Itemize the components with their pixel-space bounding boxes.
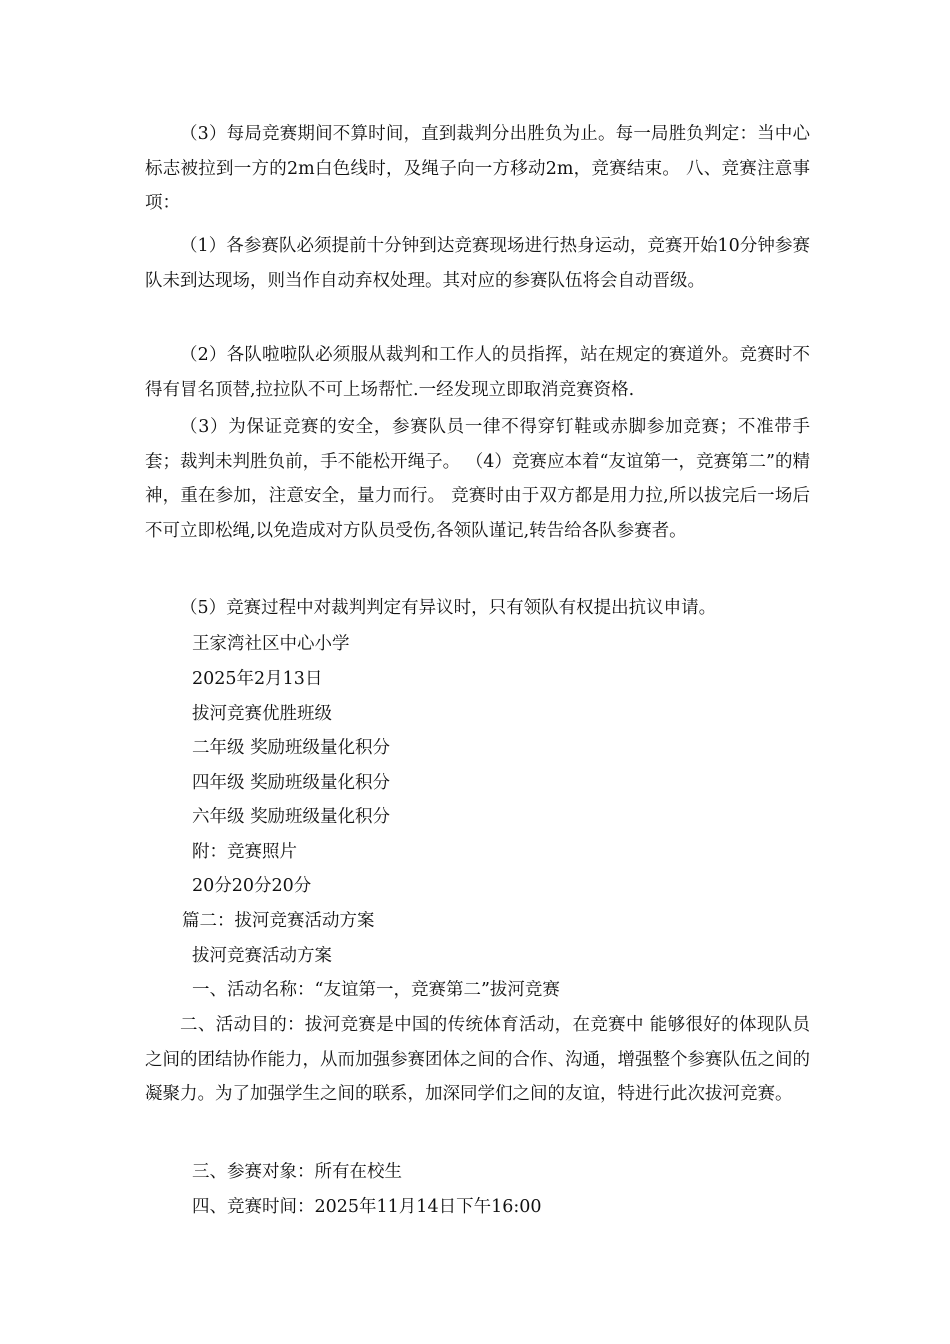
paragraph-note-2: （2）各队啦啦队必须服从裁判和工作人的员指挥，站在规定的赛道外。竞赛时不得有冒名顶替,拉拉队不可上场帮忙.一经发现立即取消竞赛资格.: [145, 345, 810, 400]
plan-activity-name: 一、活动名称：“友谊第一，竞赛第二”拔河竞赛: [192, 980, 560, 1000]
paragraph-note-5: （5）竞赛过程中对裁判判定有异议时，只有领队有权提出抗议申请。: [180, 598, 717, 618]
paragraph-note-3-4: （3）为保证竞赛的安全，参赛队员一律不得穿钉鞋或赤脚参加竞赛；不准带手套；裁判未判胜负前，手不能松开绳子。 （4）竞赛应本着“友谊第一，竞赛第二”的精神，重在参加，注意安全，量力而行。 竞赛时由于双方都是用力拉,所以拔完后一场后不可立即松绳,以免造成对方队员受伤,各领队谨记,转告给各队参赛者。: [145, 417, 810, 541]
section-title: 篇二：拔河竞赛活动方案: [182, 911, 375, 931]
attachment-note: 附：竞赛照片: [192, 842, 297, 862]
score-line: 20分20分20分: [192, 876, 312, 896]
winners-heading: 拔河竞赛优胜班级: [192, 704, 332, 724]
document-date: 2025年2月13日: [192, 669, 323, 689]
winner-grade-4: 四年级 奖励班级量化积分: [192, 773, 391, 793]
school-name: 王家湾社区中心小学: [192, 634, 350, 654]
plan-participants: 三、参赛对象：所有在校生: [192, 1162, 402, 1182]
winner-grade-6: 六年级 奖励班级量化积分: [192, 807, 391, 827]
paragraph-note-1: （1）各参赛队必须提前十分钟到达竞赛现场进行热身运动，竞赛开始10分钟参赛队未到达现场，则当作自动弃权处理。其对应的参赛队伍将会自动晋级。: [145, 236, 810, 291]
plan-competition-time: 四、竞赛时间：2025年11月14日下午16:00: [192, 1197, 542, 1217]
paragraph-rule-3: （3）每局竞赛期间不算时间，直到裁判分出胜负为止。每一局胜负判定：当中心标志被拉到一方的2m白色线时，及绳子向一方移动2m，竞赛结束。 八、竞赛注意事项：: [145, 124, 810, 213]
section-subtitle: 拔河竞赛活动方案: [192, 946, 332, 966]
plan-activity-purpose: 二、活动目的：拔河竞赛是中国的传统体育活动，在竞赛中 能够很好的体现队员之间的团结协作能力，从而加强参赛团体之间的合作、沟通，增强整个参赛队伍之间的凝聚力。为了加强学生之间的联系，加深同学们之间的友谊，特进行此次拔河竞赛。: [145, 1015, 810, 1104]
winner-grade-2: 二年级 奖励班级量化积分: [192, 738, 391, 758]
